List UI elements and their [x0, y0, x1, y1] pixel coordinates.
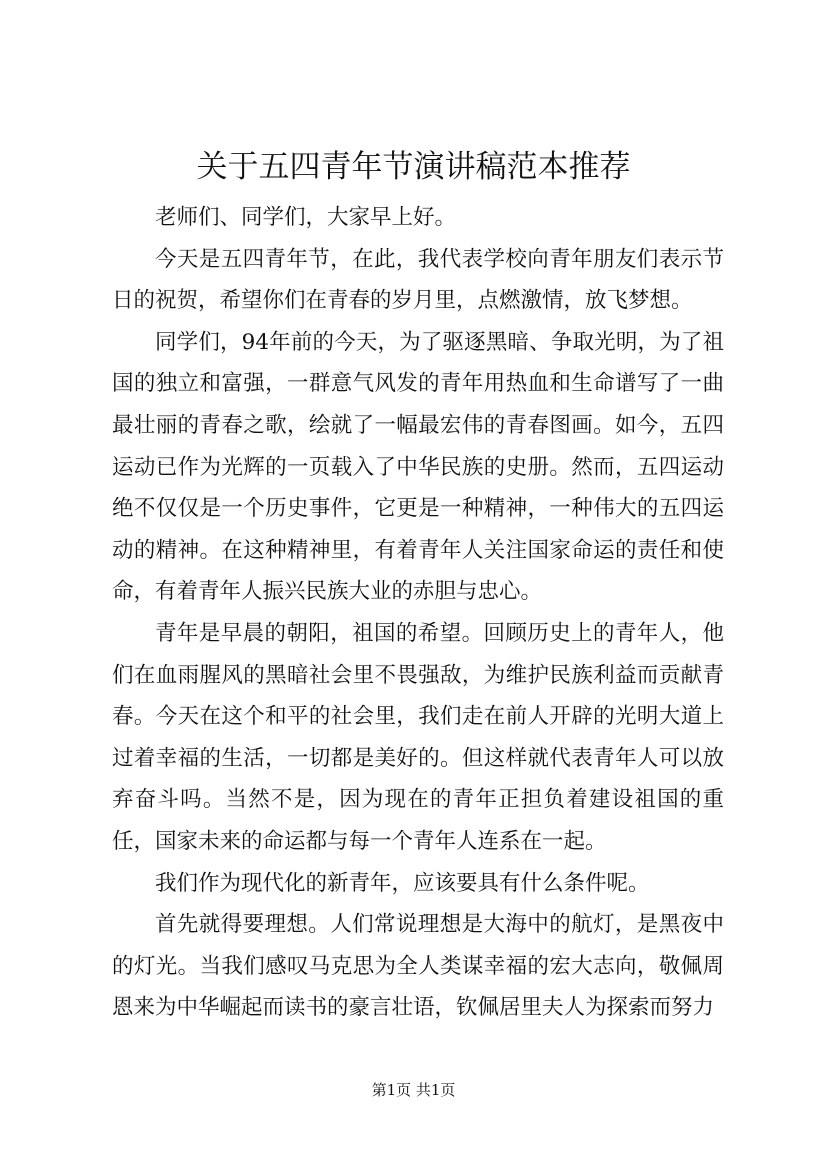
paragraph-may-fourth-history: 同学们，94年前的今天，为了驱逐黑暗、争取光明，为了祖国的独立和富强，一群意气风发的青年用热血和生命谱写了一曲最壮丽的青春之歌，绘就了一幅最宏伟的青春图画。如今，五四运动已作为光辉的一页载入了中华民族的史册。然而，五四运动绝不仅仅是一个历史事件，它更是一种精神，一种伟大的五四运动的精神。在这种精神里，有着青年人关注国家命运的责任和使命，有着青年人振兴民族大业的赤胆与忠心。: [112, 329, 724, 605]
document-body: [112, 197, 724, 1029]
page-footer: 第1页 共1页: [371, 1081, 456, 1099]
paragraph-youth-hope: 青年是早晨的朝阳，祖国的希望。回顾历史上的青年人，他们在血雨腥风的黑暗社会里不畏强敌，为维护民族利益而贡献青春。今天在这个和平的社会里，我们走在前人开辟的光明大道上过着幸福的生活，一切都是美好的。但这样就代表青年人可以放弃奋斗吗。当然不是，因为现在的青年正担负着建设祖国的重任，国家未来的命运都与每一个青年人连系在一起。: [112, 620, 724, 854]
paragraph-greeting: 老师们、同学们，大家早上好。: [155, 205, 457, 230]
document-title: 关于五四青年节演讲稿范本推荐: [196, 149, 631, 185]
paragraph-question: 我们作为现代化的新青年，应该要具有什么条件呢。: [155, 870, 650, 896]
paragraph-ideals: 首先就得要理想。人们常说理想是大海中的航灯，是黑夜中的灯光。当我们感叹马克思为全人类谋幸福的宏大志向，敬佩周恩来为中华崛起而读书的豪言壮语，钦佩居里夫人为探索而努力: [112, 912, 724, 1021]
paragraph-festival-wishes: 今天是五四青年节，在此，我代表学校向青年朋友们表示节日的祝贺，希望你们在青春的岁月里，点燃激情，放飞梦想。: [112, 246, 724, 314]
